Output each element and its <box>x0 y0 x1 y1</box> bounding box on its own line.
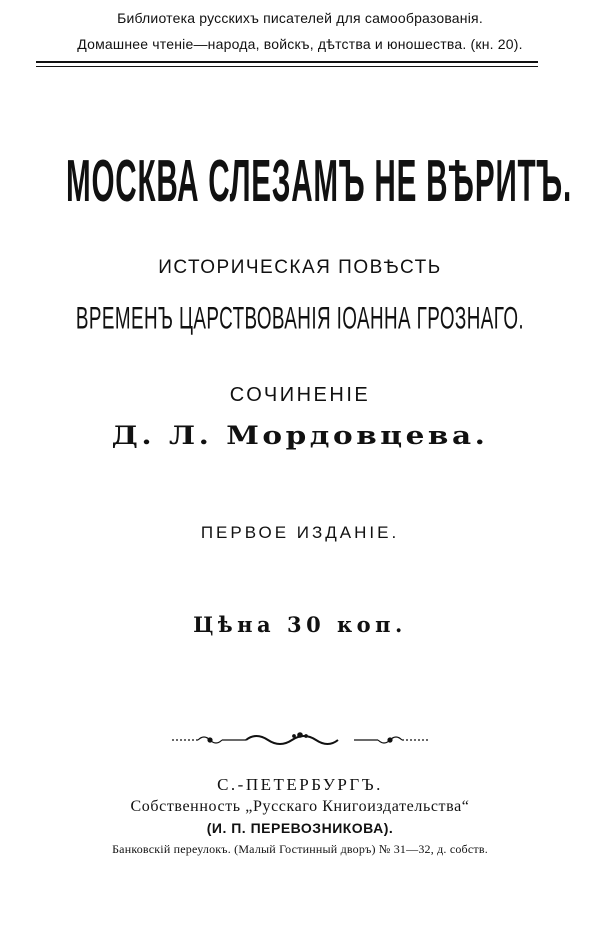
imprint-city: С.-ПЕТЕРБУРГЪ. <box>217 775 383 794</box>
imprint-publisher: (И. П. ПЕРЕВОЗНИКОВА). <box>206 820 394 836</box>
imprint-property: Собственность „Русскаго Книгоиздательства“ <box>130 798 470 815</box>
edition-label: ПЕРВОЕ ИЗДАНІЕ. <box>200 523 400 542</box>
book-subtitle: ИСТОРИЧЕСКАЯ ПОВѢСТЬ <box>158 257 442 278</box>
essay-label: СОЧИНЕНІЕ <box>229 384 371 406</box>
imprint-address: Банковскій переулокъ. (Малый Гостинный дворъ) № 31—32, д. собств. <box>112 842 488 856</box>
scroll-ornament-icon <box>170 728 430 752</box>
header-rule-thick <box>36 61 538 63</box>
series-line-1: Библиотека русскихъ писателей для самообразованія. <box>117 10 483 26</box>
book-period: ВРЕМЕНЪ ЦАРСТВОВАНІЯ ІОАННА ГРОЗНАГО. <box>75 300 525 336</box>
book-title: МОСКВА СЛЕЗАМЪ НЕ ВѢРИТЪ. <box>66 150 572 216</box>
price-label: Цѣна 30 коп. <box>193 612 407 637</box>
header-rule-thin <box>36 66 538 67</box>
author-name: Д. Л. Мордовцева. <box>111 421 489 450</box>
series-line-2: Домашнее чтеніе—народа, войскъ, дѣтства и юношества. (кн. 20). <box>77 36 523 52</box>
